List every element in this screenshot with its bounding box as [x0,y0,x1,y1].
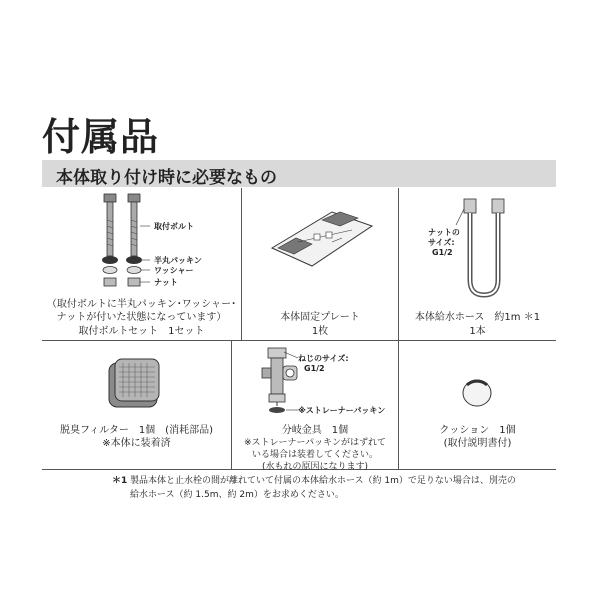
filter-illustration [105,355,165,415]
packing-label: 半丸パッキン [154,256,202,265]
washer-label: ワッシャー [154,266,194,275]
plate-count: 1枚 [311,326,329,337]
filter-note: ※本体に装着済 [102,438,171,449]
hose-count: 1本 [469,326,486,337]
cushion-illustration [457,373,497,413]
hose-nut-size-1: ナットの [428,228,460,237]
hose-nut-size-3: G1/2 [432,248,453,257]
fitting-note-3: (水もれの原因になります) [261,462,369,472]
bolt-note-line1: （取付ボルトに半丸パッキン･ワッシャー･ [46,299,237,310]
fitting-strainer-label: ※ストレーナーパッキン [298,406,386,415]
plate-illustration [262,208,382,288]
page-title: 付属品 [42,115,160,159]
fitting-name: 分岐金具 1個 [281,425,349,436]
bolt-label: 取付ボルト [154,222,194,231]
fitting-screw-size-1: ねじのサイズ: [298,354,349,363]
cushion-note: (取付説明書付) [443,438,512,449]
bolt-set-name: 取付ボルトセット 1セット [78,326,205,337]
footnote-mark: ＊1 [112,476,128,486]
section-title: 本体取り付け時に必要なもの [56,168,277,188]
fitting-note-1: ※ストレーナーパッキンがはずれて [243,438,386,448]
hose-illustration [460,195,540,300]
footnote-line-2: 給水ホース（約 1.5m、約 2m）をお求めください。 [130,490,344,500]
cushion-name: クッション 1個 [439,425,516,436]
filter-name: 脱臭フィルター 1個 (消耗部品) [60,425,213,436]
fitting-note-2: いる場合は装着してください。 [251,450,378,460]
horizontal-divider [42,340,556,341]
nut-label: ナット [154,278,178,287]
plate-name: 本体固定プレート [280,312,360,323]
footnote [112,474,560,502]
section-header [42,160,556,187]
hose-nut-size-2: サイズ: [428,238,455,247]
bolt-note-line2: ナットが付いた状態になっています） [56,312,227,323]
footnote-line-1: 製品本体と止水栓の間が離れていて付属の本体給水ホース（約 1m）で足りない場合は、別売の [130,476,516,486]
fitting-screw-size-2: G1/2 [304,364,325,373]
hose-name: 本体給水ホース 約1m ＊1 [414,312,541,323]
